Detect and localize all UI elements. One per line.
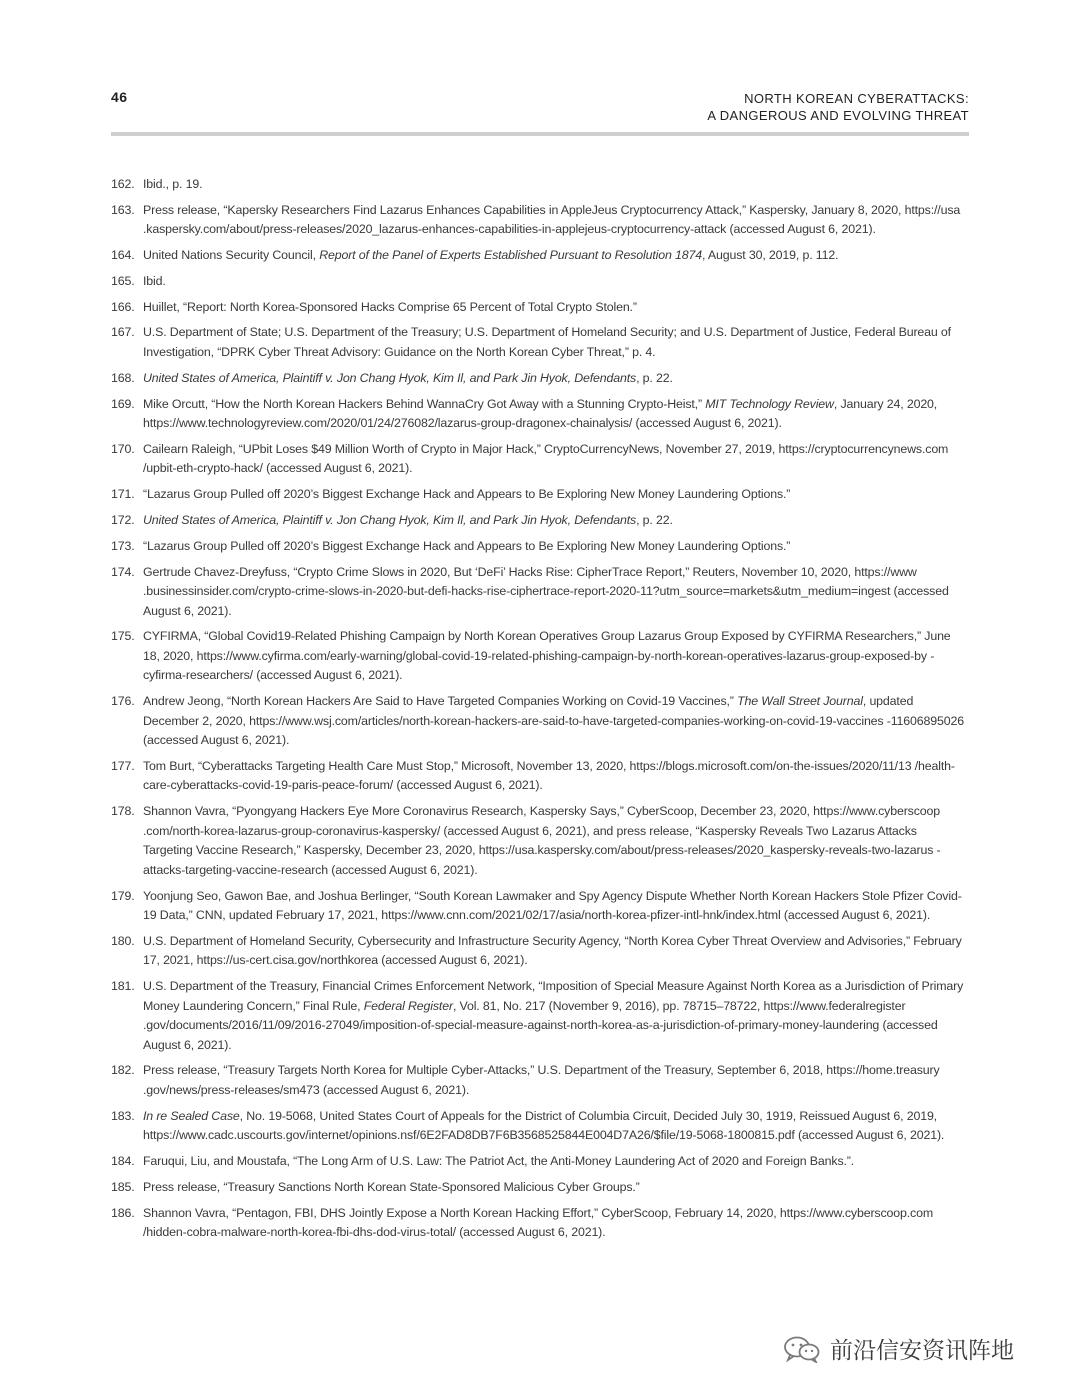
endnote-text-run: Huillet, “Report: North Korea-Sponsored Hacks Comprise 65 Percent of Total Crypto Stolen.” <box>143 299 637 314</box>
endnote-number: 175. <box>111 629 135 644</box>
endnote-number: 165. <box>111 273 135 288</box>
endnote-text <box>143 511 969 531</box>
endnote-item <box>111 887 969 926</box>
endnote-number: 185. <box>111 1179 135 1194</box>
endnote-italic-title: In re Sealed Case <box>143 1108 240 1123</box>
endnote-text-run: United Nations Security Council, <box>143 248 320 263</box>
endnote-number: 170. <box>111 441 135 456</box>
header-title-line-2: A DANGEROUS AND EVOLVING THREAT <box>707 108 969 123</box>
endnote-text <box>143 175 969 195</box>
endnote-text-run: “Lazarus Group Pulled off 2020’s Biggest Exchange Hack and Appears to Be Exploring New Money Laundering Options.” <box>143 538 791 553</box>
endnote-text-run: Shannon Vavra, “Pyongyang Hackers Eye More Coronavirus Research, Kaspersky Says,” CyberScoop, December 23, 2020, https://www.cyberscoop .com/north-korea-lazarus-group-coronavirus-kaspersky/ (accessed August 6, 2021), and press release, “Kaspersky Reveals Two Lazarus Attacks Targeting Vaccine Research,” Kaspersky, December 23, 2020, https://usa.kaspersky.com/about/press-releases/2020_kaspersky-reveals-two-lazarus -attacks-targeting-vaccine-research (accessed August 6, 2021). <box>143 804 941 877</box>
endnote-text-run: U.S. Department of Homeland Security, Cybersecurity and Infrastructure Security Agency, “North Korea Cyber Threat Overview and Advisories,” February 17, 2021, https://us-cert.cisa.gov/northkorea (accessed August 6, 2021). <box>143 933 962 968</box>
endnote-text-run: , August 30, 2019, p. 112. <box>702 248 839 263</box>
wechat-icon <box>782 1335 822 1363</box>
endnote-italic-title: The Wall Street Journal <box>737 694 863 709</box>
endnote-text <box>143 627 969 686</box>
endnote-text-run: U.S. Department of the Treasury, Financial Crimes Enforcement Network, “Imposition of Special Measure Against North Korea as a Jurisdiction of Primary Money Laundering Concern,” Final Rule, <box>143 979 964 1013</box>
endnote-text <box>143 757 969 796</box>
endnote-item <box>111 692 969 751</box>
endnote-item <box>111 201 969 240</box>
endnotes-list <box>111 175 969 1249</box>
endnote-item <box>111 1204 969 1243</box>
endnote-text-run: Shannon Vavra, “Pentagon, FBI, DHS Jointly Expose a North Korean Hacking Effort,” CyberScoop, February 14, 2020, https://www.cyberscoop.com /hidden-cobra-malware-north-korea-fbi-dhs-dod-virus-total/ (accessed August 6, 2021). <box>143 1205 933 1240</box>
endnote-item <box>111 298 969 318</box>
endnote-text-run: Press release, “Treasury Targets North Korea for Multiple Cyber-Attacks,” U.S. Department of the Treasury, September 6, 2018, https://home.treasury .gov/news/press-releases/sm473 (accessed August 6, 2021). <box>143 1063 940 1097</box>
endnote-text <box>143 1152 969 1172</box>
endnote-number: 181. <box>111 979 135 994</box>
endnote-item <box>111 511 969 531</box>
endnote-text <box>143 563 969 622</box>
endnote-text <box>143 201 969 240</box>
watermark-text: 前沿信安资讯阵地 <box>830 1338 1014 1364</box>
endnote-text <box>143 1204 969 1243</box>
endnote-item <box>111 1152 969 1172</box>
endnote-text <box>143 887 969 926</box>
endnote-text <box>143 692 969 751</box>
endnote-italic-title: MIT Technology Review <box>705 396 834 411</box>
endnote-text-run: , Vol. 81, No. 217 (November 9, 2016), pp. 78715–78722, https://www.federalregister .gov/documents/2016/11/09/2016-27049/imposition-of-special-measure-against-north-korea-as-a-jurisdiction-of-primary-money-laundering (accessed August 6, 2021). <box>143 998 938 1052</box>
endnote-number: 183. <box>111 1108 135 1123</box>
endnote-text-run: U.S. Department of State; U.S. Department of the Treasury; U.S. Department of Homeland Security; and U.S. Department of Justice, Federal Bureau of Investigation, “DPRK Cyber Threat Advisory: Guidance on the North Korean Cyber Threat,” p. 4. <box>143 325 951 359</box>
endnote-number: 172. <box>111 512 135 527</box>
endnote-item <box>111 175 969 195</box>
endnote-number: 177. <box>111 758 135 773</box>
endnote-text-run: Tom Burt, “Cyberattacks Targeting Health Care Must Stop,” Microsoft, November 13, 2020, https://blogs.microsoft.com/on-the-issues/2020/11/13 /health-care-cyberattacks-covid-19-paris-peace-forum/ (accessed August 6, 2021). <box>143 758 955 793</box>
endnote-number: 173. <box>111 538 135 553</box>
endnote-text <box>143 298 969 318</box>
endnote-text-run: , updated December 2, 2020, https://www.wsj.com/articles/north-korean-hackers-are-said-to-have-targeted-companies-working-on-covid-19-vaccines -11606895026 (accessed August 6, 2021). <box>143 694 964 748</box>
endnote-number: 164. <box>111 248 135 263</box>
endnote-number: 178. <box>111 804 135 819</box>
endnote-text <box>143 537 969 557</box>
endnote-item <box>111 369 969 389</box>
endnote-number: 176. <box>111 694 135 709</box>
endnote-item <box>111 932 969 971</box>
endnote-text <box>143 272 969 292</box>
endnote-text <box>143 395 969 434</box>
endnote-text-run: Gertrude Chavez-Dreyfuss, “Crypto Crime Slows in 2020, But ‘DeFi’ Hacks Rise: CipherTrace Report,” Reuters, November 10, 2020, https://www .businessinsider.com/crypto-crime-slows-in-2020-but-defi-hacks-rise-ciphertrace-report-2020-11?utm_source=markets&utm_medium=ingest (accessed August 6, 2021). <box>143 564 949 618</box>
endnote-item <box>111 272 969 292</box>
endnote-item <box>111 537 969 557</box>
endnote-number: 162. <box>111 177 135 191</box>
endnote-text-run: Ibid., p. 19. <box>143 177 203 191</box>
endnote-text-run: “Lazarus Group Pulled off 2020’s Biggest Exchange Hack and Appears to Be Exploring New Money Laundering Options.” <box>143 487 791 502</box>
endnote-text <box>143 1107 969 1146</box>
endnote-italic-title: United States of America, Plaintiff v. Jon Chang Hyok, Kim Il, and Park Jin Hyok, Defendants <box>143 370 637 385</box>
endnote-item <box>111 757 969 796</box>
endnote-item <box>111 395 969 434</box>
endnote-number: 163. <box>111 202 135 217</box>
endnote-item <box>111 485 969 505</box>
endnote-item <box>111 627 969 686</box>
endnote-number: 166. <box>111 299 135 314</box>
running-header <box>707 90 969 124</box>
endnote-text <box>143 485 969 505</box>
endnote-text <box>143 802 969 880</box>
endnote-text-run: Press release, “Kapersky Researchers Find Lazarus Enhances Capabilities in AppleJeus Cryptocurrency Attack,” Kaspersky, January 8, 2020, https://usa .kaspersky.com/about/press-releases/2020_lazarus-enhances-capabilities-in-applejeus-cryptocurrency-attack (accessed August 6, 2021). <box>143 202 961 237</box>
endnote-text <box>143 323 969 362</box>
endnote-item <box>111 1061 969 1100</box>
endnote-text <box>143 932 969 971</box>
endnote-item <box>111 1178 969 1198</box>
header-title-line-1: NORTH KOREAN CYBERATTACKS: <box>744 91 969 106</box>
endnote-text-run: Press release, “Treasury Sanctions North Korean State-Sponsored Malicious Cyber Groups.” <box>143 1179 640 1194</box>
endnote-number: 169. <box>111 396 135 411</box>
endnote-italic-title: United States of America, Plaintiff v. Jon Chang Hyok, Kim Il, and Park Jin Hyok, Defendants <box>143 512 637 527</box>
endnote-italic-title: Report of the Panel of Experts Established Pursuant to Resolution 1874 <box>319 248 702 263</box>
endnote-text-run: , p. 22. <box>636 370 673 385</box>
endnote-item <box>111 563 969 622</box>
endnote-item <box>111 802 969 880</box>
endnote-text-run: , January 24, 2020, https://www.technologyreview.com/2020/01/24/276082/lazarus-group-dragonex-chainalysis/ (accessed August 6, 2021). <box>143 396 938 431</box>
endnote-text-run: CYFIRMA, “Global Covid19-Related Phishing Campaign by North Korean Operatives Group Lazarus Group Exposed by CYFIRMA Researchers,” June 18, 2020, https://www.cyfirma.com/early-warning/global-covid-19-related-phishing-campaign-by-north-korean-operatives-lazarus-group-exposed-by -cyfirma-researchers/ (accessed August 6, 2021). <box>143 629 951 683</box>
endnote-number: 167. <box>111 325 135 340</box>
endnote-text <box>143 440 969 479</box>
endnote-item <box>111 1107 969 1146</box>
endnote-number: 184. <box>111 1154 135 1169</box>
endnote-text-run: , No. 19-5068, United States Court of Appeals for the District of Columbia Circuit, Decided July 30, 1919, Reissued August 6, 2019, https://www.cadc.uscourts.gov/internet/opinions.nsf/6E2FAD8DB7F6B3568525844E004D7A26/$file/19-5068-1800815.pdf (accessed August 6, 2021). <box>143 1108 945 1143</box>
endnote-text <box>143 369 969 389</box>
endnote-item <box>111 246 969 266</box>
endnote-number: 180. <box>111 933 135 948</box>
endnote-text <box>143 1061 969 1100</box>
endnote-item <box>111 323 969 362</box>
endnote-text-run: , p. 22. <box>636 512 673 527</box>
endnote-item <box>111 440 969 479</box>
endnote-text-run: Yoonjung Seo, Gawon Bae, and Joshua Berlinger, “South Korean Lawmaker and Spy Agency Dispute Whether North Korean Hackers Stole Pfizer Covid-19 Data,” CNN, updated February 17, 2021, https://www.cnn.com/2021/02/17/asia/north-korea-pfizer-intl-hnk/index.html (accessed August 6, 2021). <box>143 888 962 923</box>
endnote-number: 179. <box>111 888 135 903</box>
endnote-text-run: Andrew Jeong, “North Korean Hackers Are Said to Have Targeted Companies Working on Covid-19 Vaccines,” <box>143 694 738 709</box>
endnote-text <box>143 977 969 1055</box>
endnote-number: 171. <box>111 487 135 502</box>
endnote-number: 182. <box>111 1063 135 1078</box>
endnote-number: 168. <box>111 370 135 385</box>
header-divider <box>111 132 969 136</box>
endnote-number: 186. <box>111 1205 135 1220</box>
endnote-text-run: Faruqui, Liu, and Moustafa, “The Long Arm of U.S. Law: The Patriot Act, the Anti-Money Laundering Act of 2020 and Foreign Banks.”. <box>143 1154 855 1169</box>
endnote-text-run: Mike Orcutt, “How the North Korean Hackers Behind WannaCry Got Away with a Stunning Crypto-Heist,” <box>143 396 706 411</box>
page-number: 46 <box>111 89 128 105</box>
endnote-number: 174. <box>111 564 135 579</box>
watermark <box>782 1332 1014 1365</box>
endnote-italic-title: Federal Register <box>363 998 453 1013</box>
endnote-item <box>111 977 969 1055</box>
endnote-text <box>143 246 969 266</box>
endnote-text <box>143 1178 969 1198</box>
endnote-text-run: Cailearn Raleigh, “UPbit Loses $49 Million Worth of Crypto in Major Hack,” CryptoCurrencyNews, November 27, 2019, https://cryptocurrencynews.com /upbit-eth-crypto-hack/ (accessed August 6, 2021). <box>143 441 949 476</box>
endnote-text-run: Ibid. <box>143 273 166 288</box>
